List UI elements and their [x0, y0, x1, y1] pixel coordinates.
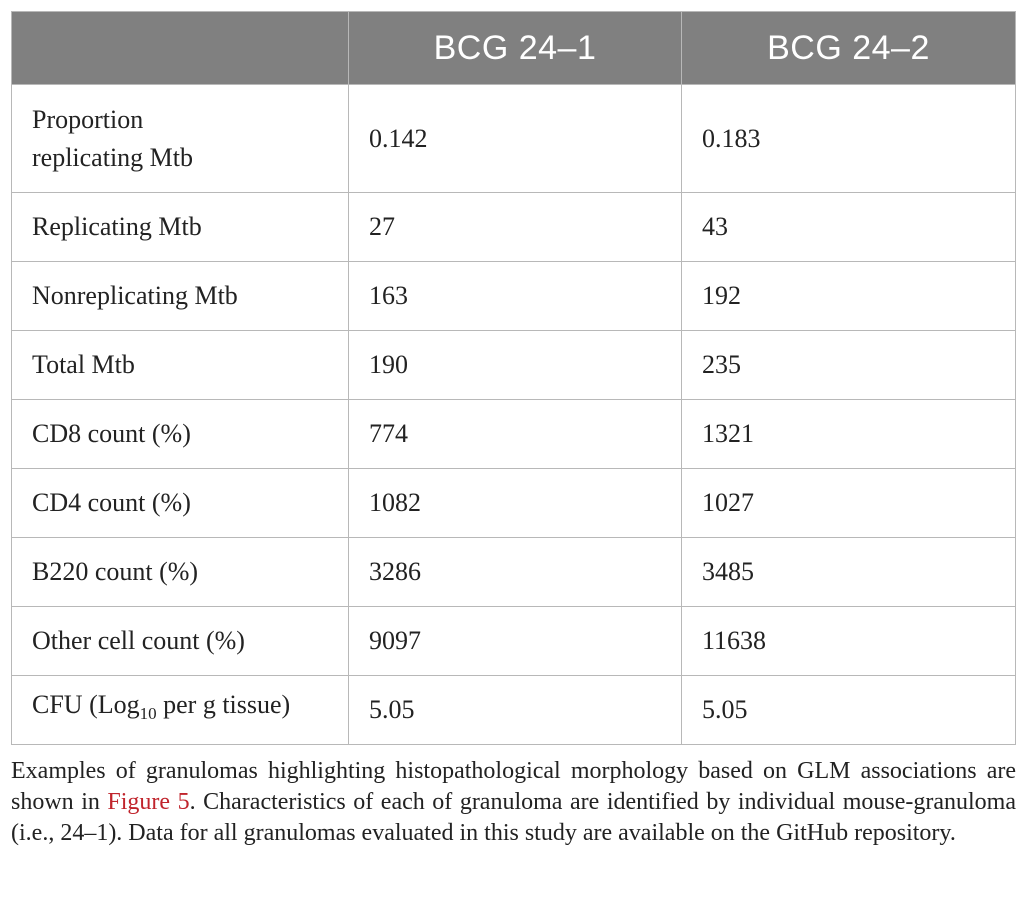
row-label-line: replicating Mtb — [32, 142, 194, 172]
table-row — [12, 400, 1016, 469]
cell-bcg-24-2: 1321 — [682, 400, 1016, 469]
cell-bcg-24-2: 235 — [682, 331, 1016, 400]
row-label: Other cell count (%) — [12, 607, 349, 676]
cell-bcg-24-1: 163 — [349, 262, 682, 331]
cell-bcg-24-1: 190 — [349, 331, 682, 400]
row-label: CD8 count (%) — [12, 400, 349, 469]
table-row — [12, 331, 1016, 400]
row-label-part: per g tissue) — [156, 690, 291, 720]
cell-bcg-24-2: 3485 — [682, 538, 1016, 607]
table-row — [12, 538, 1016, 607]
row-label — [12, 85, 349, 193]
table-row — [12, 469, 1016, 538]
cell-bcg-24-1: 3286 — [349, 538, 682, 607]
cell-bcg-24-2: 1027 — [682, 469, 1016, 538]
cell-bcg-24-2: 11638 — [682, 607, 1016, 676]
cell-bcg-24-1: 0.142 — [349, 85, 682, 193]
caption-text: . Characteristics of each of granuloma are identified by individual mouse-granuloma (i.e., 24–1). Data for all granulomas evaluated in this study are available on the GitHub repository. — [11, 789, 1016, 846]
table-row — [12, 676, 1016, 745]
cell-bcg-24-2: 0.183 — [682, 85, 1016, 193]
row-label — [12, 676, 349, 745]
row-label-subscript: 10 — [139, 704, 157, 724]
cell-bcg-24-2: 43 — [682, 193, 1016, 262]
header-empty-cell — [12, 12, 349, 85]
figure-5-link[interactable]: Figure 5 — [107, 789, 190, 815]
cell-bcg-24-1: 5.05 — [349, 676, 682, 745]
row-label: Nonreplicating Mtb — [12, 262, 349, 331]
row-label: Replicating Mtb — [12, 193, 349, 262]
caption-text: Examples of granulomas highlighting histopathological morphology based on GLM associations are shown in — [11, 758, 1016, 815]
row-label: B220 count (%) — [12, 538, 349, 607]
row-label-part: CFU (Log — [32, 690, 140, 720]
header-bcg-24-1: BCG 24–1 — [349, 12, 682, 85]
table-row — [12, 607, 1016, 676]
cell-bcg-24-1: 774 — [349, 400, 682, 469]
cell-bcg-24-1: 27 — [349, 193, 682, 262]
table-row — [12, 193, 1016, 262]
cell-bcg-24-1: 9097 — [349, 607, 682, 676]
data-table — [11, 11, 1016, 745]
table-caption — [11, 756, 1016, 849]
header-row — [12, 12, 1016, 85]
row-label: Total Mtb — [12, 331, 349, 400]
cell-bcg-24-1: 1082 — [349, 469, 682, 538]
header-bcg-24-2: BCG 24–2 — [682, 12, 1016, 85]
cell-bcg-24-2: 192 — [682, 262, 1016, 331]
table-row — [12, 262, 1016, 331]
table-row — [12, 85, 1016, 193]
row-label: CD4 count (%) — [12, 469, 349, 538]
row-label-line: Proportion — [32, 104, 144, 134]
cell-bcg-24-2: 5.05 — [682, 676, 1016, 745]
